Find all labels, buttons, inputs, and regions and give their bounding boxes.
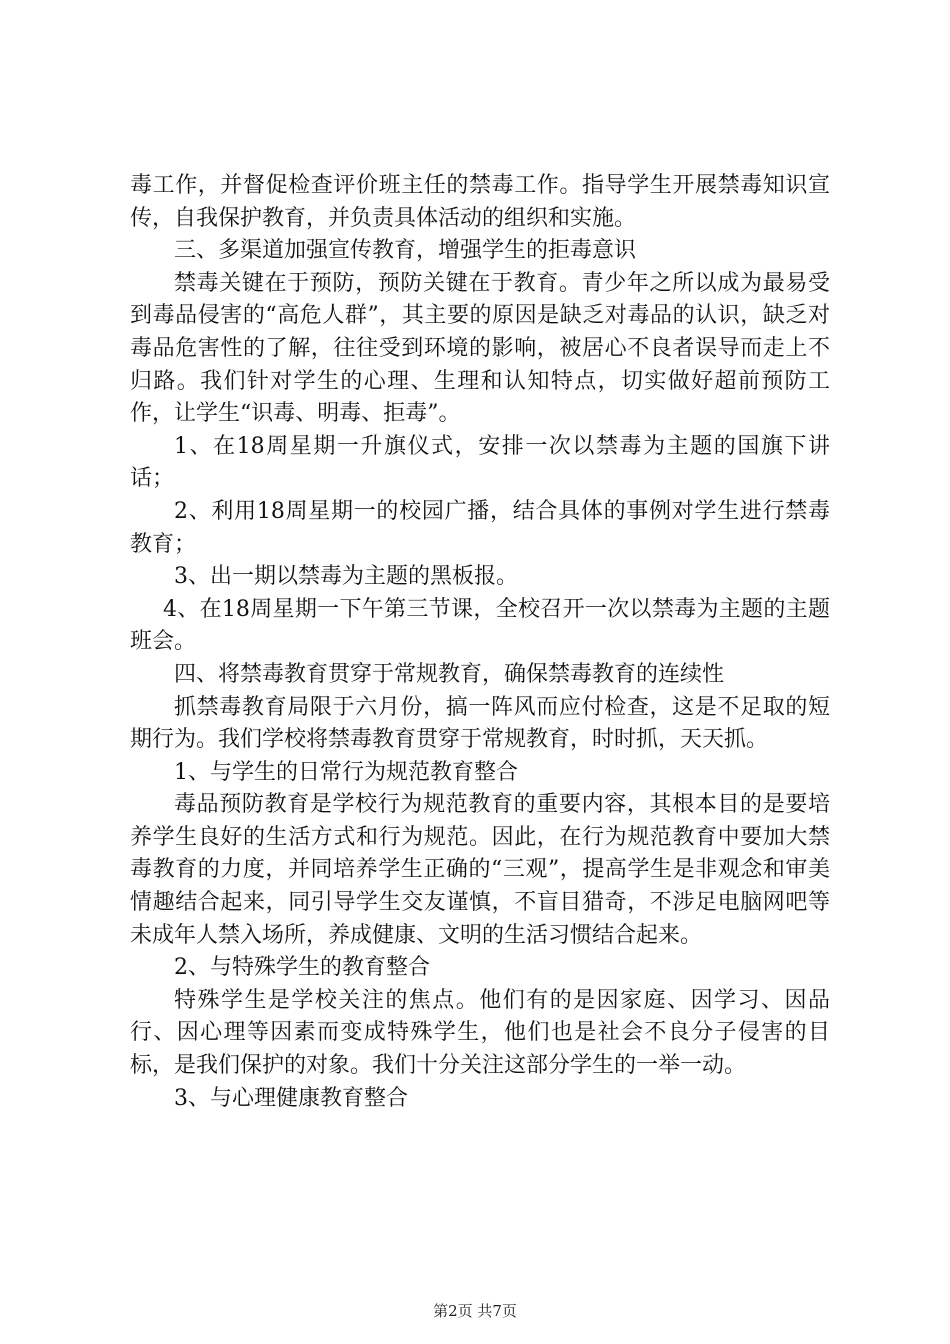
subsection-heading: 3、与心理健康教育整合 (174, 1085, 408, 1111)
paragraph-continuation: 毒工作，并督促检查评价班主任的禁毒工作。指导学生开展禁毒知识宣传，自我保护教育，并负责具体活动的组织和实施。 (130, 173, 830, 231)
page-number-footer: 第2页 共7页 (433, 1302, 517, 1320)
list-item: 3、出一期以禁毒为主题的黑板报。 (174, 564, 518, 590)
paragraph: 禁毒关键在于预防，预防关键在于教育。青少年之所以成为最易受到毒品侵害的“高危人群”，其主要的原因是缺乏对毒品的认识，缺乏对毒品危害性的了解，往往受到环境的影响，被居心不良者误导而走上不归路。我们针对学生的心理、生理和认知特点，切实做好超前预防工作，让学生“识毒、明毒、拒毒”。 (130, 270, 830, 427)
paragraph: 抓禁毒教育局限于六月份，搞一阵风而应付检查，这是不足取的短期行为。我们学校将禁毒教育贯穿于常规教育，时时抓，天天抓。 (130, 694, 830, 753)
list-item: 4、在18周星期一下午第三节课，全校召开一次以禁毒为主题的主题班会。 (130, 596, 830, 655)
subsection-heading: 1、与学生的日常行为规范教育整合 (174, 759, 518, 785)
paragraph: 毒品预防教育是学校行为规范教育的重要内容，其根本目的是要培养学生良好的生活方式和行为规范。因此，在行为规范教育中要加大禁毒教育的力度，并同培养学生正确的“三观”，提高学生是非观念和审美情趣结合起来，同引导学生交友谨慎，不盲目猎奇，不涉足电脑网吧等未成年人禁入场所，养成健康、文明的生活习惯结合起来。 (130, 792, 830, 948)
paragraph: 特殊学生是学校关注的焦点。他们有的是因家庭、因学习、因品行、因心理等因素而变成特殊学生，他们也是社会不良分子侵害的目标，是我们保护的对象。我们十分关注这部分学生的一举一动。 (130, 987, 830, 1079)
section-heading-3: 三、多渠道加强宣传教育，增强学生的拒毒意识 (174, 238, 637, 264)
section-heading-4: 四、将禁毒教育贯穿于常规教育，确保禁毒教育的连续性 (174, 661, 725, 687)
list-item: 1、在18周星期一升旗仪式，安排一次以禁毒为主题的国旗下讲话； (130, 433, 830, 492)
document-body (130, 170, 830, 1115)
subsection-heading: 2、与特殊学生的教育整合 (174, 955, 430, 981)
list-item: 2、利用18周星期一的校园广播，结合具体的事例对学生进行禁毒教育； (130, 498, 830, 557)
